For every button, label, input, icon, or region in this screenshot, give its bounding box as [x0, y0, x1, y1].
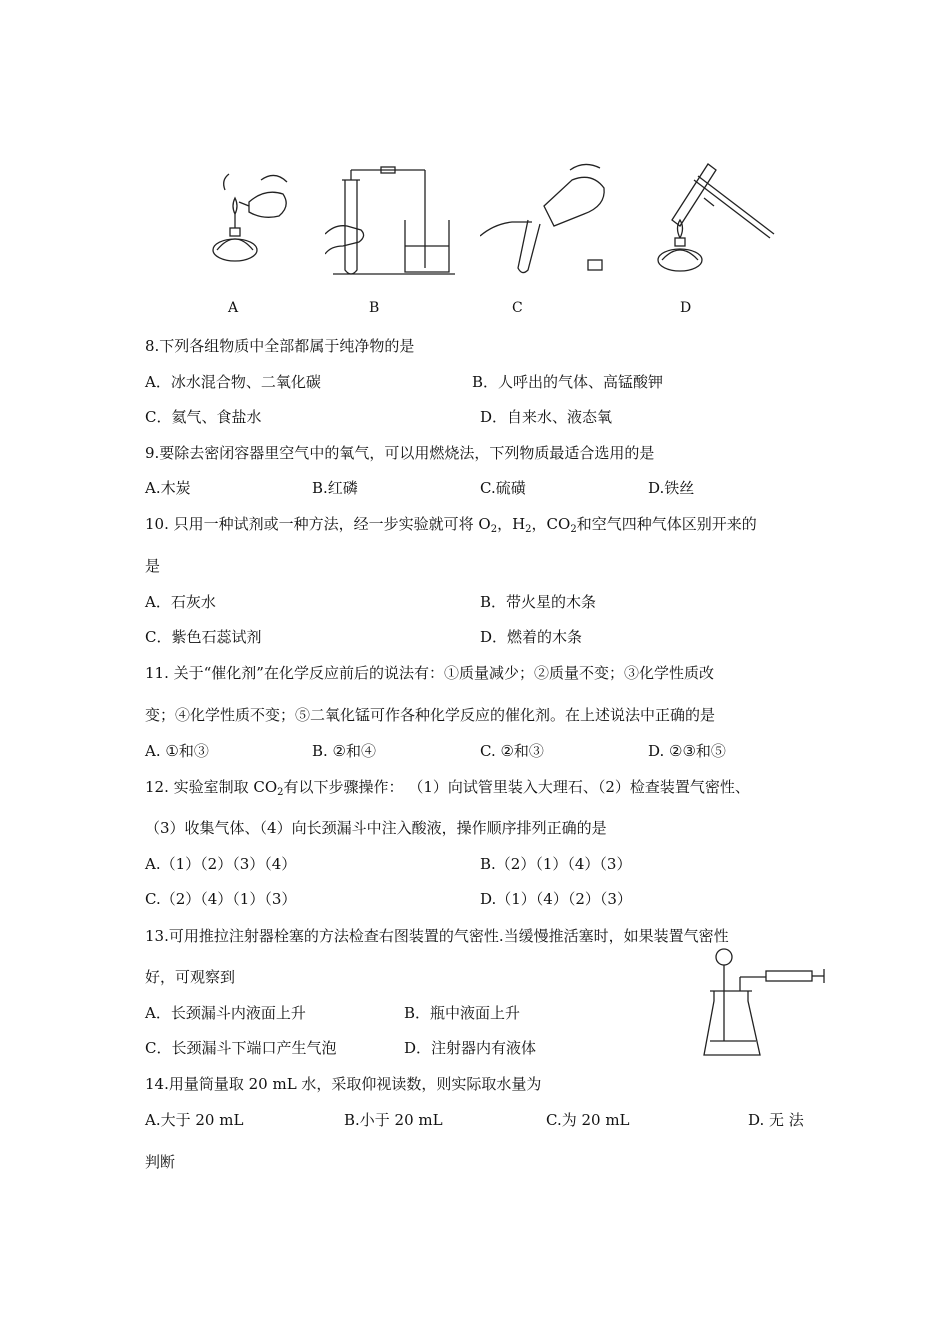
figure-a-alcohol-lamp — [205, 150, 305, 280]
experiment-figures — [195, 150, 795, 316]
figure-d-heating-test-tube — [650, 150, 790, 280]
figure-c-pouring-liquid — [480, 150, 620, 280]
question-14-stem: 14.用量筒量取 20 mL 水，采取仰视读数，则实际取水量为 — [145, 1075, 542, 1093]
question-13-option-a: A．长颈漏斗内液面上升 — [145, 1004, 306, 1022]
question-12-stem-line-1: 12. 实验室制取 $CO_2$有以下步骤操作： （1）向试管里装入大理石、（2）检查装置气密性、 — [145, 778, 750, 798]
flask-syringe-apparatus — [700, 945, 830, 1065]
question-13-stem-line-1: 13.可用推拉注射器栓塞的方法检查右图装置的气密性.当缓慢推活塞时，如果装置气密性 — [145, 927, 729, 945]
question-10-stem-end: 是 — [145, 557, 161, 575]
question-8-option-b: B．人呼出的气体、高锰酸钾 — [472, 373, 664, 391]
question-14-option-d: D. 无 法 — [748, 1111, 804, 1129]
question-9-option-a: A.木炭 — [145, 479, 191, 497]
question-11-option-d: D. ②③和⑤ — [648, 742, 726, 760]
figure-label-d: D — [680, 300, 692, 316]
question-8-option-a: A．冰水混合物、二氧化碳 — [145, 373, 321, 391]
question-14-option-d-continued: 判断 — [145, 1153, 176, 1171]
question-10-stem: 10. 只用一种试剂或一种方法，经一步实验就可将 $O_2$，$H_2$，$CO_2$和空气四种气体区别开来的 — [145, 515, 757, 535]
question-9-option-d: D.铁丝 — [648, 479, 695, 497]
question-11-option-c: C. ②和③ — [480, 742, 544, 760]
question-12-option-c: C.（2）（4）（1）（3） — [145, 890, 297, 908]
figure-label-c: C — [512, 300, 523, 316]
question-13-option-c: C．长颈漏斗下端口产生气泡 — [145, 1039, 337, 1057]
question-12-option-b: B.（2）（1）（4）（3） — [480, 855, 632, 873]
question-11-stem-line-1: 11. 关于“催化剂”在化学反应前后的说法有：①质量减少；②质量不变；③化学性质改 — [145, 664, 714, 682]
question-10-option-a: A．石灰水 — [145, 593, 216, 611]
question-12-stem-line-2: （3）收集气体、（4）向长颈漏斗中注入酸液，操作顺序排列正确的是 — [145, 819, 607, 837]
figure-label-b: B — [369, 300, 380, 316]
question-13-option-d: D．注射器内有液体 — [404, 1039, 537, 1057]
question-11-option-b: B. ②和④ — [312, 742, 377, 760]
question-14-option-c: C.为 20 mL — [546, 1111, 630, 1129]
figure-label-a: A — [228, 300, 239, 316]
figure-b-airtightness-check — [325, 150, 465, 280]
question-10-option-b: B．带火星的木条 — [480, 593, 597, 611]
question-8-option-c: C．氦气、食盐水 — [145, 408, 262, 426]
question-9-stem: 9.要除去密闭容器里空气中的氧气，可以用燃烧法，下列物质最适合选用的是 — [145, 444, 655, 462]
question-11-option-a: A. ①和③ — [145, 742, 209, 760]
question-14-option-a: A.大于 20 mL — [145, 1111, 244, 1129]
question-13-option-b: B．瓶中液面上升 — [404, 1004, 521, 1022]
question-10-option-c: C．紫色石蕊试剂 — [145, 628, 262, 646]
question-12-option-a: A.（1）（2）（3）（4） — [145, 855, 297, 873]
question-12-option-d: D.（1）（4）（2）（3） — [480, 890, 632, 908]
question-14-option-b: B.小于 20 mL — [344, 1111, 443, 1129]
question-8-stem: 8.下列各组物质中全部都属于纯净物的是 — [145, 337, 415, 355]
question-13-stem-line-2: 好，可观察到 — [145, 968, 236, 986]
question-11-stem-line-2: 变；④化学性质不变；⑤二氧化锰可作各种化学反应的催化剂。在上述说法中正确的是 — [145, 706, 716, 724]
question-10-option-d: D．燃着的木条 — [480, 628, 583, 646]
question-9-option-b: B.红磷 — [312, 479, 358, 497]
question-9-option-c: C.硫磺 — [480, 479, 526, 497]
question-8-option-d: D．自来水、液态氧 — [480, 408, 613, 426]
